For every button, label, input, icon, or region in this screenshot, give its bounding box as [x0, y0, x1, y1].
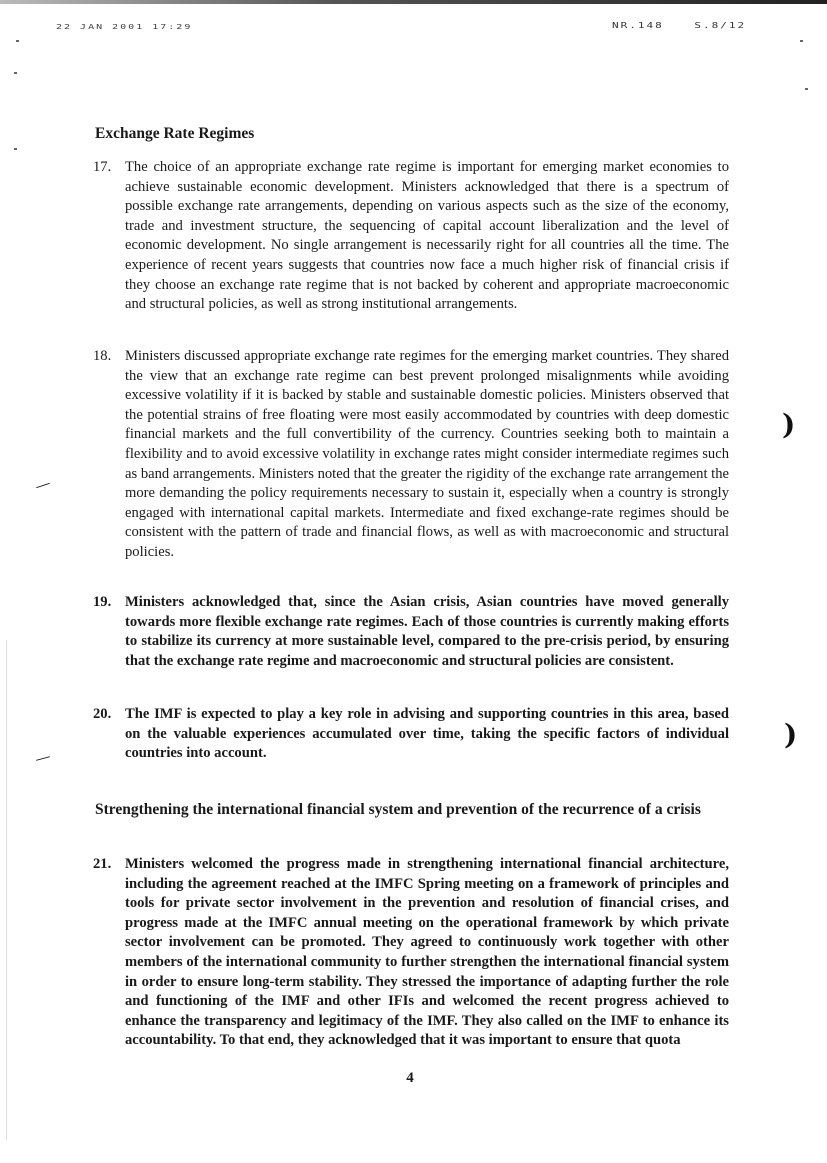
fax-header-right: NR.148 S.8/12 — [612, 20, 747, 31]
scan-speck — [16, 40, 19, 42]
section-heading-strengthening: Strengthening the international financial system and prevention of the recurrence of a crisis — [95, 801, 701, 818]
scan-mark — [36, 483, 50, 488]
paragraph-number: 20. — [93, 706, 112, 722]
fax-header-left: 22 JAN 2001 17:29 — [56, 23, 193, 32]
paragraph-number: 21. — [93, 856, 112, 872]
paragraph-21 — [93, 855, 729, 1051]
paragraph-text: The choice of an appropriate exchange rate regime is important for emerging market economies to achieve sustainable economic development. Ministers acknowledged that there is a spectrum of possible exchange rate arrangements, depending on various aspects such as the size of the economy, trade and investment structure, the sequencing of capital account liberalization and the level of economic development. No single arrangement is necessarily right for all countries all the time. The experience of recent years suggests that countries now face a much higher risk of financial crisis if they choose an exchange rate regime that is not backed by coherent and appropriate macroeconomic and structural policies, as well as strong institutional arrangements. — [125, 159, 729, 313]
scan-left-edge — [6, 640, 7, 1140]
paragraph-text: Ministers welcomed the progress made in strengthening international financial architecture, including the agreement reached at the IMFC Spring meeting on a framework of principles and tools for private sector involvement in the prevention and resolution of financial crises, and progress made at the IMFC annual meeting on the operational framework by which private sector involvement can be promoted. They agreed to continuously work together with other members of the international community to further strengthen the international financial system in order to ensure long-term stability. They stressed the importance of adapting further the role and functioning of the IMF and other IFIs and welcomed the recent progress achieved to enhance the transparency and legitimacy of the IMF. They also called on the IMF to enhance its accountability. To that end, they acknowledged that it was important to ensure that quota — [125, 856, 729, 1049]
scan-speck — [14, 72, 17, 74]
paragraph-17 — [93, 158, 729, 315]
scan-mark — [36, 756, 50, 761]
scan-speck — [14, 148, 17, 150]
paragraph-text: The IMF is expected to play a key role in advising and supporting countries in this area, based on the valuable experiences accumulated over time, taking the specific factors of individual countries into account. — [125, 706, 729, 762]
paragraph-18 — [93, 347, 729, 563]
paragraph-text: Ministers discussed appropriate exchange rate regimes for the emerging market countries. They shared the view that an exchange rate regime can best prevent prolonged misalignments while avoiding excessive volatility if it is backed by stable and sustainable domestic policies. Ministers observed that the potential strains of free floating were most easily accommodated by countries with deep domestic financial markets and the full convertibility of the currency. Countries seeking both to maintain a flexibility and to avoid excessive volatility in exchange rates might consider intermediate regimes such as band arrangements. Ministers noted that the greater the rigidity of the exchange rate arrangement the more demanding the policy requirements necessary to sustain it, especially when a country is strongly engaged with international capital markets. Intermediate and fixed exchange-rate regimes should be consistent with the pattern of trade and financial flows, as well as with macroeconomic and structural policies. — [125, 348, 729, 560]
paragraph-number: 17. — [93, 159, 112, 175]
page-number: 4 — [406, 1070, 414, 1086]
punch-hole-mark: ) — [784, 718, 798, 751]
paragraph-19 — [93, 593, 729, 671]
paragraph-text: Ministers acknowledged that, since the Asian crisis, Asian countries have moved generally towards more flexible exchange rate regimes. Each of those countries is currently making efforts to stabilize its currency at more sustainable level, compared to the pre-crisis period, by ensuring that the exchange rate regime and macroeconomic and structural policies are consistent. — [125, 594, 729, 669]
section-heading-exchange-rate-regimes: Exchange Rate Regimes — [95, 125, 255, 142]
scan-speck — [800, 40, 803, 42]
punch-hole-mark: ) — [782, 408, 796, 441]
paragraph-number: 19. — [93, 594, 112, 610]
paragraph-number: 18. — [93, 348, 112, 364]
paragraph-20 — [93, 705, 729, 764]
scan-speck — [805, 88, 808, 90]
scan-top-edge — [0, 0, 827, 4]
